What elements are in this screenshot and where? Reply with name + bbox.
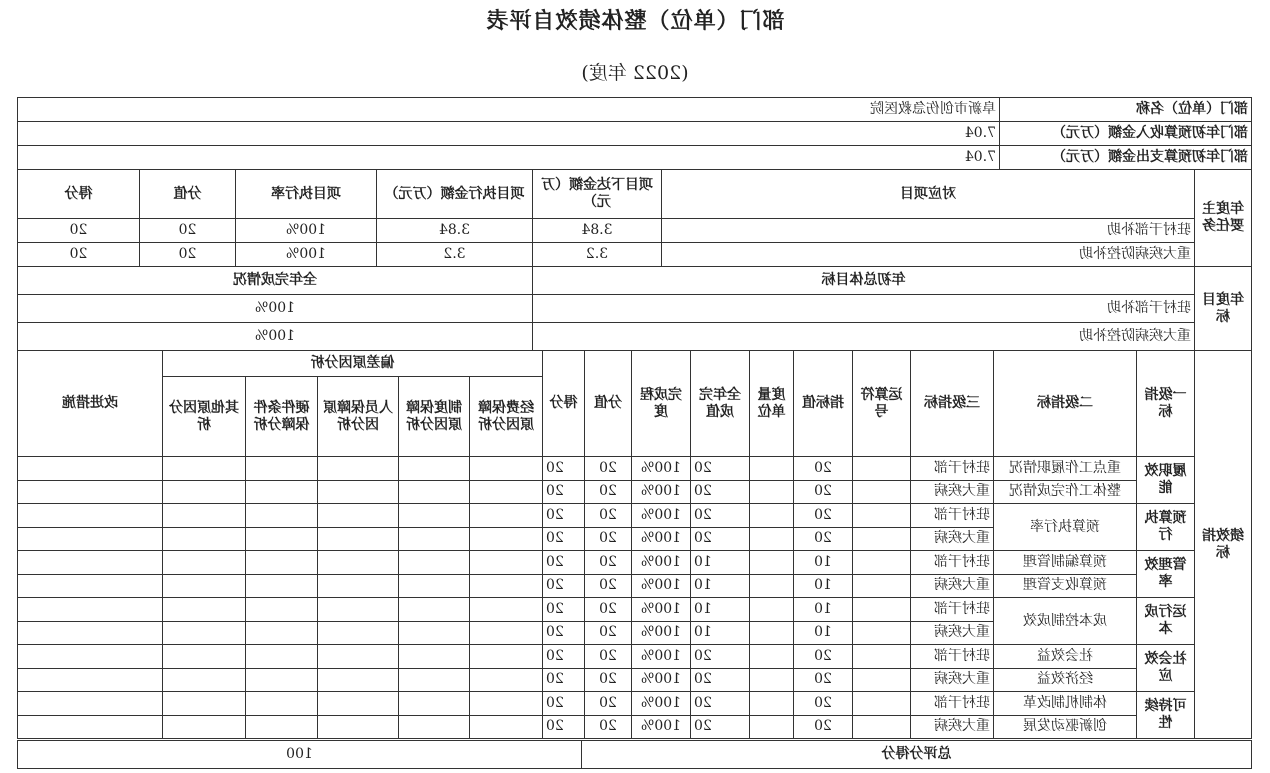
ind-dev-cell [470,645,543,669]
ind-dev-cell [318,598,399,622]
ind-actual: 10 [691,621,750,645]
info-value: 7.04 [18,146,1000,170]
ind-dev-cell [162,621,245,645]
ind-dev-cell [246,621,318,645]
ind-measure-cell [17,457,162,481]
ind-op [853,645,911,669]
tasks-col-project: 对应项目 [662,170,1195,219]
ind-weight: 20 [585,551,632,575]
ind-dev-cell [318,574,399,598]
ind-actual: 10 [691,598,750,622]
ind-target: 20 [794,480,853,504]
ind-target: 20 [794,504,853,528]
ind-l3: 驻村干部 [911,598,994,622]
ind-degree: 100% [632,598,691,622]
ind-op [853,504,911,528]
indicator-row [17,645,1251,669]
ind-dev-cell [246,598,318,622]
ind-weight: 20 [585,527,632,551]
ind-score: 20 [543,715,585,739]
ind-unit [750,668,794,692]
ind-op [853,692,911,716]
ind-col-deviation: 偏差原因分析 [162,351,542,377]
ind-col-score: 得分 [543,351,585,457]
ind-measure-cell [17,480,162,504]
ind-dev-cell [246,668,318,692]
ind-dev-cell [246,645,318,669]
info-value: 7.04 [18,122,1000,146]
ind-score: 20 [543,457,585,481]
ind-target: 20 [794,457,853,481]
ind-unit [750,527,794,551]
ind-degree: 100% [632,715,691,739]
ind-dev-cell [246,504,318,528]
goal-completion: 100% [18,323,533,351]
ind-op [853,668,911,692]
ind-op [853,480,911,504]
ind-dev-cell [318,504,399,528]
ind-weight: 20 [585,457,632,481]
ind-score: 20 [543,551,585,575]
ind-unit [750,504,794,528]
ind-unit [750,598,794,622]
ind-degree: 100% [632,645,691,669]
ind-score: 20 [543,645,585,669]
ind-actual: 10 [691,551,750,575]
ind-col-dev-other: 其他原因分析 [162,377,245,457]
ind-l3: 重大疾病 [911,480,994,504]
ind-weight: 20 [585,574,632,598]
ind-unit [750,551,794,575]
ind-actual: 20 [691,480,750,504]
ind-dev-cell [399,480,470,504]
ind-dev-cell [399,668,470,692]
ind-dev-cell [470,668,543,692]
ind-col-actual: 全年完成值 [691,351,750,457]
ind-actual: 20 [691,504,750,528]
info-label: 部门年初预算收入金额（万元） [1000,122,1252,146]
ind-actual: 20 [691,715,750,739]
ind-score: 20 [543,480,585,504]
tasks-col-score: 得分 [18,170,140,219]
ind-dev-cell [162,668,245,692]
goal-row [18,323,1252,351]
ind-dev-cell [318,551,399,575]
task-executed: 3.84 [377,219,533,243]
ind-degree: 100% [632,457,691,481]
ind-target: 10 [794,621,853,645]
ind-actual: 20 [691,692,750,716]
ind-l2: 整体工作完成情况 [994,480,1137,504]
ind-unit [750,645,794,669]
ind-unit [750,692,794,716]
info-label: 部门（单位）名称 [1000,98,1252,122]
ind-l1: 社会效应 [1137,645,1195,692]
goals-group-label: 年度目标 [1195,267,1252,351]
ind-l1: 预算执行 [1137,504,1195,551]
info-table [17,97,1252,170]
ind-l3: 驻村干部 [911,504,994,528]
ind-dev-cell [162,551,245,575]
ind-target: 20 [794,527,853,551]
ind-target: 20 [794,692,853,716]
goals-col-target: 年初总体目标 [533,267,1195,295]
ind-target: 20 [794,715,853,739]
ind-dev-cell [318,480,399,504]
ind-col-unit: 度量单位 [750,351,794,457]
ind-l2: 创新驱动发展 [994,715,1137,739]
tasks-col-rate: 项目执行率 [236,170,377,219]
ind-dev-cell [162,574,245,598]
goals-col-completion: 全年完成情况 [18,267,533,295]
ind-l2: 体制机制改革 [994,692,1137,716]
task-row [18,243,1252,267]
goal-target: 驻村干部补助 [533,295,1195,323]
ind-score: 20 [543,574,585,598]
ind-l2: 预算执行率 [994,504,1137,551]
ind-unit [750,574,794,598]
ind-dev-cell [162,645,245,669]
ind-dev-cell [162,598,245,622]
ind-l3: 重大疾病 [911,527,994,551]
ind-measure-cell [17,504,162,528]
indicator-row [17,668,1251,692]
ind-dev-cell [470,504,543,528]
ind-score: 20 [543,527,585,551]
ind-l3: 驻村干部 [911,551,994,575]
info-label: 部门年初预算支出金额（万元） [1000,146,1252,170]
ind-weight: 20 [585,715,632,739]
ind-measure-cell [17,715,162,739]
ind-col-dev-staff: 人员保障原因分析 [318,377,399,457]
goal-completion: 100% [18,295,533,323]
ind-weight: 20 [585,621,632,645]
ind-score: 20 [543,668,585,692]
ind-dev-cell [318,527,399,551]
ind-l2: 重点工作履职情况 [994,457,1137,481]
ind-weight: 20 [585,504,632,528]
ind-l2: 预算编制管理 [994,551,1137,575]
ind-l1: 可持续性 [1137,692,1195,739]
indicator-row [17,574,1251,598]
task-issued: 3.2 [533,243,662,267]
info-row [18,98,1252,122]
ind-degree: 100% [632,504,691,528]
ind-dev-cell [399,574,470,598]
ind-l3: 驻村干部 [911,457,994,481]
ind-op [853,715,911,739]
ind-dev-cell [162,504,245,528]
ind-dev-cell [162,527,245,551]
task-score: 20 [18,219,140,243]
ind-measure-cell [17,621,162,645]
ind-col-degree: 完成程度 [632,351,691,457]
ind-l2: 预算收支管理 [994,574,1137,598]
task-project: 重大疾病防控补助 [662,243,1195,267]
indicators-table [17,350,1252,739]
ind-degree: 100% [632,480,691,504]
ind-measure-cell [17,668,162,692]
ind-target: 20 [794,668,853,692]
ind-col-dev-hardware: 硬件条件保障分析 [246,377,318,457]
ind-dev-cell [318,692,399,716]
indicator-row [17,480,1251,504]
ind-col-l2: 二级指标 [994,351,1137,457]
ind-dev-cell [246,574,318,598]
task-issued: 3.84 [533,219,662,243]
ind-unit [750,715,794,739]
tasks-col-executed: 项目执行金额（万元） [377,170,533,219]
ind-col-op: 运算符号 [853,351,911,457]
total-label: 总评分得分 [582,741,1252,769]
tasks-col-issued: 项目下达金额（万元） [533,170,662,219]
task-row [18,219,1252,243]
ind-dev-cell [399,715,470,739]
ind-dev-cell [399,527,470,551]
ind-measure-cell [17,551,162,575]
report-year: (2022 年度) [581,62,689,84]
ind-unit [750,457,794,481]
ind-dev-cell [470,527,543,551]
ind-l3: 驻村干部 [911,645,994,669]
ind-op [853,574,911,598]
ind-weight: 20 [585,480,632,504]
ind-dev-cell [399,551,470,575]
indicator-row [17,457,1251,481]
indicator-row [17,692,1251,716]
ind-dev-cell [246,551,318,575]
info-value: 阜新市创伤急救医院 [18,98,1000,122]
ind-weight: 20 [585,668,632,692]
task-rate: 100% [236,219,377,243]
ind-dev-cell [470,692,543,716]
ind-actual: 20 [691,668,750,692]
ind-dev-cell [162,715,245,739]
ind-actual: 10 [691,574,750,598]
ind-target: 10 [794,574,853,598]
ind-col-dev-system: 制度保障原因分析 [399,377,470,457]
ind-dev-cell [470,621,543,645]
ind-score: 20 [543,692,585,716]
indicator-row [17,598,1251,622]
ind-op [853,527,911,551]
ind-col-measures: 改进措施 [17,351,162,457]
ind-weight: 20 [585,598,632,622]
ind-weight: 20 [585,645,632,669]
indicator-row [17,551,1251,575]
info-row [18,146,1252,170]
tasks-table [17,169,1252,267]
ind-score: 20 [543,598,585,622]
ind-l3: 驻村干部 [911,692,994,716]
ind-dev-cell [162,692,245,716]
indicator-row [17,715,1251,739]
ind-l3: 重大疾病 [911,668,994,692]
ind-dev-cell [162,457,245,481]
task-executed: 3.2 [377,243,533,267]
ind-dev-cell [470,598,543,622]
ind-dev-cell [399,645,470,669]
goal-target: 重大疾病防控补助 [533,323,1195,351]
ind-l2: 成本控制成效 [994,598,1137,645]
ind-dev-cell [470,715,543,739]
ind-l2: 社会效益 [994,645,1137,669]
info-row [18,122,1252,146]
ind-dev-cell [318,645,399,669]
ind-measure-cell [17,574,162,598]
task-weight: 20 [140,243,236,267]
ind-actual: 20 [691,645,750,669]
ind-col-l1: 一级指标 [1137,351,1195,457]
ind-score: 20 [543,504,585,528]
ind-degree: 100% [632,574,691,598]
ind-score: 20 [543,621,585,645]
ind-measure-cell [17,692,162,716]
ind-actual: 20 [691,527,750,551]
ind-dev-cell [470,551,543,575]
ind-unit [750,621,794,645]
ind-weight: 20 [585,692,632,716]
total-value: 100 [18,741,582,769]
task-project: 驻村干部补助 [662,219,1195,243]
ind-degree: 100% [632,692,691,716]
ind-dev-cell [399,504,470,528]
task-score: 20 [18,243,140,267]
ind-degree: 100% [632,621,691,645]
ind-target: 10 [794,551,853,575]
ind-dev-cell [470,457,543,481]
ind-l1: 运行成本 [1137,598,1195,645]
ind-col-dev-funding: 经费保障原因分析 [470,377,543,457]
page-title: 部门（单位）整体绩效自评表 [485,8,785,34]
ind-dev-cell [318,715,399,739]
ind-l3: 重大疾病 [911,621,994,645]
goal-row [18,295,1252,323]
ind-dev-cell [246,692,318,716]
total-table [17,740,1252,769]
ind-degree: 100% [632,527,691,551]
ind-dev-cell [246,480,318,504]
ind-dev-cell [318,668,399,692]
task-weight: 20 [140,219,236,243]
ind-dev-cell [399,457,470,481]
ind-l3: 重大疾病 [911,715,994,739]
ind-target: 10 [794,598,853,622]
ind-l3: 重大疾病 [911,574,994,598]
task-rate: 100% [236,243,377,267]
ind-dev-cell [162,480,245,504]
ind-dev-cell [399,621,470,645]
ind-dev-cell [318,621,399,645]
ind-op [853,551,911,575]
ind-dev-cell [470,574,543,598]
ind-dev-cell [399,692,470,716]
ind-col-weight: 分值 [585,351,632,457]
ind-target: 20 [794,645,853,669]
ind-col-target: 指标值 [794,351,853,457]
ind-dev-cell [399,598,470,622]
ind-measure-cell [17,598,162,622]
ind-l1: 履职效能 [1137,457,1195,504]
ind-op [853,621,911,645]
goals-table [17,266,1252,351]
ind-op [853,457,911,481]
ind-col-l3: 三级指标 [911,351,994,457]
indicator-row [17,504,1251,528]
ind-l1: 管理效率 [1137,551,1195,598]
ind-degree: 100% [632,668,691,692]
ind-dev-cell [246,527,318,551]
ind-actual: 20 [691,457,750,481]
indicators-group-label: 绩效指标 [1195,351,1252,739]
tasks-col-weight: 分值 [140,170,236,219]
ind-unit [750,480,794,504]
ind-dev-cell [318,457,399,481]
ind-op [853,598,911,622]
ind-dev-cell [246,457,318,481]
ind-dev-cell [470,480,543,504]
ind-degree: 100% [632,551,691,575]
ind-measure-cell [17,527,162,551]
ind-measure-cell [17,645,162,669]
ind-l2: 经济效益 [994,668,1137,692]
ind-dev-cell [246,715,318,739]
tasks-group-label: 年度主要任务 [1195,170,1252,267]
